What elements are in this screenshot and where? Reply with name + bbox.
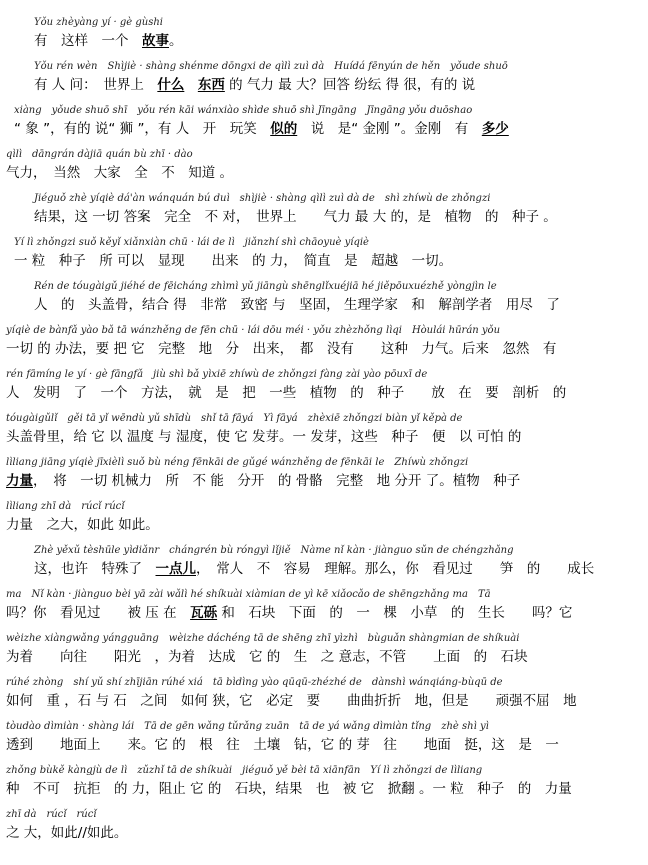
hanzi-line bbox=[0, 560, 648, 578]
hanzi-line bbox=[0, 164, 648, 182]
hanzi-line bbox=[0, 780, 648, 798]
text-run: 的 气力 最 大？回答 纷纭 得 很，有的 说 bbox=[224, 77, 476, 93]
pinyin-line: qìlì dāngrán dàjiā quán bù zhī · dào bbox=[6, 149, 193, 160]
text-run: 人 发明 了 一个 方法， 就 是 把 一些 植物 的 种子 放 在 要 剖析 的 bbox=[6, 385, 567, 401]
hanzi-line bbox=[0, 604, 648, 622]
hanzi-line bbox=[0, 76, 648, 94]
text-run: 种 不可 抗拒 的 力，阻止 它 的 石块，结果 也 被 它 掀翻 。一 粒 种子 的 力量 bbox=[6, 781, 572, 797]
text-run: 这，也许 特殊了 bbox=[34, 561, 156, 577]
text-run: 有 这样 一个 bbox=[34, 33, 142, 49]
pinyin-line: xiàng yǒude shuō shī yǒu rén kāi wánxiào shìde shuō shì Jīngāng Jīngāng yǒu duōshao bbox=[14, 105, 473, 116]
text-run: 如何 重 ，石 与 石 之间 如何 狭，它 必定 要 曲曲折折 地，但是 顽强不屈 地 bbox=[6, 693, 577, 709]
text-run: 吗？你 看见过 被 压 在 bbox=[6, 605, 191, 621]
pinyin-line: wèizhe xiàngwǎng yángguāng wèizhe dáchéng tā de shēng zhī yìzhì bùguǎn shàngmian de shíkuài bbox=[6, 633, 520, 644]
emphasized-word: 一点儿 bbox=[155, 561, 196, 577]
pinyin-line: rén fāmíng le yí · gè fāngfǎ jiù shì bǎ yìxiē zhíwù de zhǒngzi fàng zài yào pōuxī de bbox=[6, 369, 428, 380]
text-run bbox=[184, 77, 198, 93]
pinyin-line: Jiéguǒ zhè yíqiè dá'àn wánquán bú duì shìjiè · shàng qìlì zuì dà de shì zhíwù de zhǒngzi bbox=[34, 193, 491, 204]
emphasized-word: 什么 bbox=[157, 77, 185, 93]
text-run: 说 是“ 金刚 ”。金刚 有 bbox=[297, 121, 482, 137]
hanzi-line bbox=[0, 32, 648, 50]
text-run: 有 人 问： 世界上 bbox=[34, 77, 158, 93]
text-run: 为着 向往 阳光 ，为着 达成 它 的 生 之 意志，不管 上面 的 石块 bbox=[6, 649, 528, 665]
hanzi-line bbox=[0, 736, 648, 754]
pinyin-line: tóugàigǔlǐ gěi tā yǐ wēndù yǔ shīdù shǐ tā fāyá Yì fāyá zhèxiē zhǒngzi biàn yǐ kěpà de bbox=[6, 413, 463, 424]
pinyin-line: lìliang zhī dà rúcǐ rúcǐ bbox=[6, 501, 125, 512]
pinyin-line: Yǒu rén wèn Shìjiè · shàng shénme dōngxi de qìlì zuì dà Huídá fēnyún de hěn yǒude shuō bbox=[34, 61, 508, 72]
text-run: 一切 的 办法，要 把 它 完整 地 分 出来， 都 没有 这种 力气。后来 忽然 有 bbox=[6, 341, 557, 357]
text-run: ， 将 一切 机械力 所 不 能 分开 的 骨骼 完整 地 分开 了。植物 种子 bbox=[33, 473, 521, 489]
pinyin-line: lìliang jiāng yíqiè jīxièlì suǒ bù néng fēnkāi de gǔgé wánzhěng de fēnkāi le Zhíwù zhǒngzi bbox=[6, 457, 469, 468]
text-run: 之 大，如此//如此。 bbox=[6, 825, 128, 841]
hanzi-line bbox=[0, 252, 648, 270]
emphasized-word: 故事 bbox=[142, 33, 169, 49]
pinyin-line: yíqiè de bànfǎ yào bǎ tā wánzhěng de fēn chū · lái dōu méi · yǒu zhèzhǒng lìqi Hòulái hūrán yǒu bbox=[6, 325, 501, 336]
text-run: 透到 地面上 来。它 的 根 往 土壤 钻，它 的 芽 往 地面 挺，这 是 一 bbox=[6, 737, 559, 753]
hanzi-line bbox=[0, 428, 648, 446]
hanzi-line bbox=[0, 208, 648, 226]
text-run: 人 的 头盖骨，结合 得 非常 致密 与 坚固， 生理学家 和 解剖学者 用尽 了 bbox=[34, 297, 560, 313]
emphasized-word: 东西 bbox=[197, 77, 225, 93]
text-run: 头盖骨里，给 它 以 温度 与 湿度，使 它 发芽。一 发芽，这些 种子 便 以 可怕 的 bbox=[6, 429, 522, 445]
emphasized-word: 多少 bbox=[481, 121, 509, 137]
pinyin-line: tòudào dìmiàn · shàng lái Tā de gēn wǎng tǔrǎng zuān tā de yá wǎng dìmiàn tǐng zhè shì yì bbox=[6, 721, 489, 732]
text-run: “ 象 ”，有的 说“ 狮 ”，有 人 开 玩笑 bbox=[14, 121, 271, 137]
hanzi-line bbox=[0, 692, 648, 710]
pinyin-line: Yǒu zhèyàng yí · gè gùshi bbox=[34, 17, 163, 28]
hanzi-line bbox=[0, 516, 648, 534]
hanzi-line bbox=[0, 824, 648, 842]
pinyin-line: rúhé zhòng shí yǔ shí zhījiān rúhé xiá tā bìdìng yào qūqū-zhézhé de dànshì wánqiáng-bùqū de bbox=[6, 677, 503, 688]
emphasized-word: 瓦砾 bbox=[190, 605, 218, 621]
emphasized-word: 似的 bbox=[270, 121, 298, 137]
hanzi-line bbox=[0, 472, 648, 490]
hanzi-line bbox=[0, 296, 648, 314]
hanzi-line bbox=[0, 648, 648, 666]
hanzi-line bbox=[0, 384, 648, 402]
text-run: ， 常人 不 容易 理解。那么，你 看见过 笋 的 成长 bbox=[196, 561, 595, 577]
text-run: 。 bbox=[169, 33, 183, 49]
text-run: 一 粒 种子 所 可以 显现 出来 的 力， 简直 是 超越 一切。 bbox=[14, 253, 453, 269]
emphasized-word: 力量 bbox=[6, 473, 33, 489]
hanzi-line bbox=[0, 340, 648, 358]
text-run: 和 石块 下面 的 一 棵 小草 的 生长 吗？它 bbox=[217, 605, 573, 621]
pinyin-line: Zhè yěxǔ tèshūle yìdiǎnr chángrén bù róngyì lǐjiě Nàme nǐ kàn · jiànguo sǔn de chéngzhǎng bbox=[34, 545, 514, 556]
pinyin-line: ma Nǐ kàn · jiànguo bèi yā zài wǎlì hé shíkuài xiàmian de yì kē xiǎocǎo de shēngzhǎng ma Tā bbox=[6, 589, 491, 600]
pinyin-line: zhī dà rúcǐ rúcǐ bbox=[6, 809, 97, 820]
pinyin-line: Yí lì zhǒngzi suǒ kěyǐ xiǎnxiàn chū · lái de lì jiǎnzhí shì chāoyuè yíqiè bbox=[14, 237, 369, 248]
hanzi-line bbox=[0, 120, 648, 138]
pinyin-line: Rén de tóugàigǔ jiéhé de fēicháng zhìmì yǔ jiāngù shēnglǐxuéjiā hé jiěpōuxuézhě yòngjìn le bbox=[34, 281, 497, 292]
text-run: 力量 之大，如此 如此。 bbox=[6, 517, 159, 533]
text-run: 气力， 当然 大家 全 不 知道 。 bbox=[6, 165, 234, 181]
text-run: 结果，这 一切 答案 完全 不 对， 世界上 气力 最 大 的，是 植物 的 种子 。 bbox=[34, 209, 557, 225]
pinyin-line: zhǒng bùkě kàngjù de lì zǔzhǐ tā de shíkuài jiéguǒ yě bèi tā xiānfān Yí lì zhǒngzi de lìliang bbox=[6, 765, 483, 776]
